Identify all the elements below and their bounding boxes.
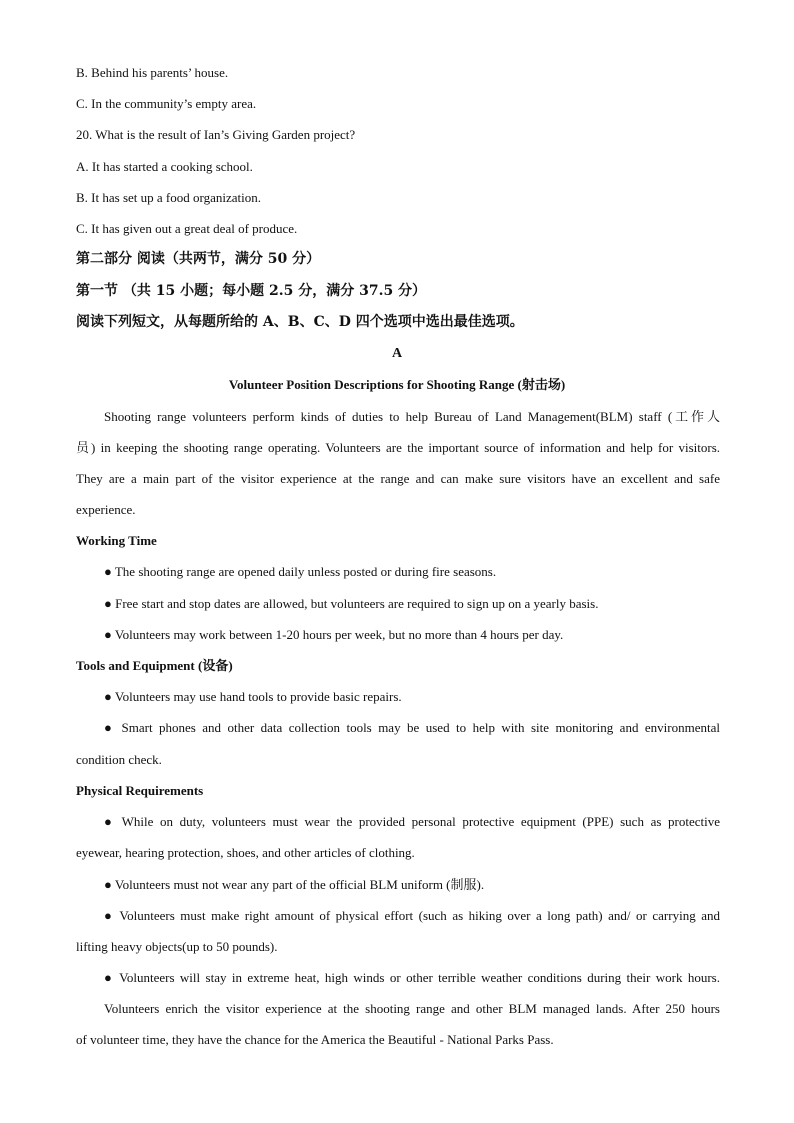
closing-line-1: Volunteers enrich the visitor experience at the shooting range and other BLM managed lands. After 250 hours [104,1001,720,1016]
reading-instructions: 阅读下列短文，从每题所给的 A、B、C、D 四个选项中选出最佳选项。 [76,314,524,330]
option-b-q19: B. Behind his parents’ house. [76,65,229,80]
passage-title: Volunteer Position Descriptions for Shooting Range (射击场) [228,377,566,392]
section-header-section1: 第一节 （共 15 小题；每小题 2.5 分，满分 37.5 分） [76,283,427,299]
physical-item-continued: eyewear, hearing protection, shoes, and other articles of clothing. [76,845,415,860]
working-time-item: ● The shooting range are opened daily unless posted or during fire seasons. [104,564,497,579]
physical-item: ● Volunteers will stay in extreme heat, high winds or other terrible weather conditions during their work hours. [104,970,720,985]
option-b-q20: B. It has set up a food organization. [76,190,261,205]
working-time-item: ● Free start and stop dates are allowed, but volunteers are required to sign up on a yearly basis. [104,596,599,611]
tools-item: ● Volunteers may use hand tools to provide basic repairs. [104,689,402,704]
intro-line-2: 员) in keeping the shooting range operating. Volunteers are the important source of information and help for visitors. [76,440,720,455]
tools-item: ● Smart phones and other data collection tools may be used to help with site monitoring and environmental [104,720,720,735]
physical-item: ● Volunteers must make right amount of physical effort (such as hiking over a long path) and/ or carrying and [104,908,720,923]
physical-item: ● While on duty, volunteers must wear the provided personal protective equipment (PPE) such as protective [104,814,720,829]
physical-item: ● Volunteers must not wear any part of the official BLM uniform (制服). [104,877,485,892]
option-a-q20: A. It has started a cooking school. [76,159,253,174]
working-time-heading: Working Time [76,533,157,548]
section-header-part2: 第二部分 阅读（共两节，满分 50 分） [76,251,321,267]
physical-heading: Physical Requirements [76,783,204,798]
closing-line-2: of volunteer time, they have the chance for the America the Beautiful - National Parks Pass. [76,1032,554,1047]
working-time-item: ● Volunteers may work between 1-20 hours per week, but no more than 4 hours per day. [104,627,564,642]
intro-line-3: They are a main part of the visitor experience at the range and can make sure visitors have an excellent and safe [76,471,720,486]
physical-item-continued: lifting heavy objects(up to 50 pounds). [76,939,278,954]
intro-line-4: experience. [76,502,136,517]
tools-item-continued: condition check. [76,752,162,767]
tools-heading: Tools and Equipment (设备) [76,658,233,673]
passage-letter: A [391,346,403,361]
option-c-q19: C. In the community’s empty area. [76,96,257,111]
question-20: 20. What is the result of Ian’s Giving Garden project? [76,127,356,142]
intro-line-1: Shooting range volunteers perform kinds of duties to help Bureau of Land Management(BLM) staff (工作人 [104,409,720,424]
option-c-q20: C. It has given out a great deal of produce. [76,221,298,236]
